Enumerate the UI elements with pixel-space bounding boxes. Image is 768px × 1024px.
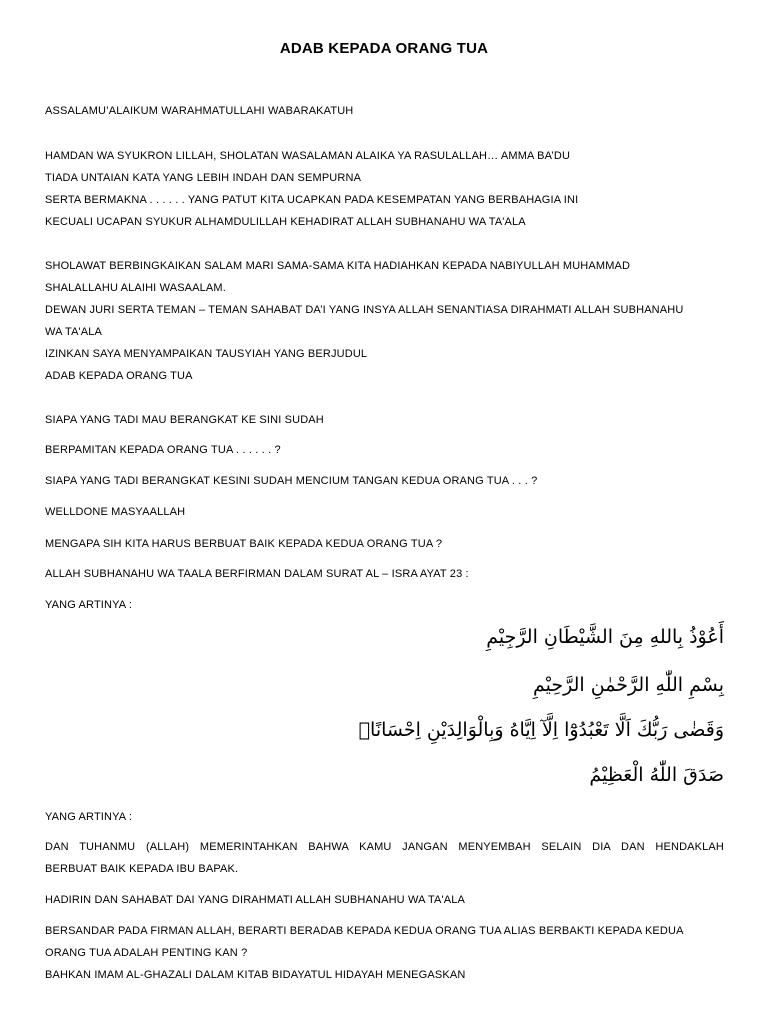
text-line: ADAB KEPADA ORANG TUA (45, 370, 193, 382)
text-line: HAMDAN WA SYUKRON LILLAH, SHOLATAN WASALAMAN ALAIKA YA RASULALLAH… AMMA BA’DU (45, 150, 571, 162)
translation-line: DAN TUHANMU (ALLAH) MEMERINTAHKAN BAHWA KAMU JANGAN MENYEMBAH SELAIN DIA DAN HENDAKLAH (45, 841, 724, 853)
greeting-line: ASSALAMU’ALAIKUM WARAHMATULLAHI WABARAKATUH (45, 105, 354, 117)
text-line: KECUALI UCAPAN SYUKUR ALHAMDULILLAH KEHADIRAT ALLAH SUBHANAHU WA TA'ALA (45, 216, 526, 228)
text-line: YANG ARTINYA : (45, 811, 133, 823)
text-line: IZINKAN SAYA MENYAMPAIKAN TAUSYIAH YANG BERJUDUL (45, 348, 368, 360)
text-line: SIAPA YANG TADI MAU BERANGKAT KE SINI SUDAH (45, 414, 324, 426)
text-line: WA TA'ALA (45, 326, 103, 338)
translation-line: BERBUAT BAIK KEPADA IBU BAPAK. (45, 863, 239, 875)
text-line: SHALALLAHU ALAIHI WASAALAM. (45, 282, 226, 294)
text-line: SERTA BERMAKNA . . . . . . YANG PATUT KITA UCAPKAN PADA KESEMPATAN YANG BERBAHAGIA INI (45, 194, 579, 206)
text-line: SIAPA YANG TADI BERANGKAT KESINI SUDAH MENCIUM TANGAN KEDUA ORANG TUA . . . ? (45, 475, 538, 487)
text-line: MENGAPA SIH KITA HARUS BERBUAT BAIK KEPADA KEDUA ORANG TUA ? (45, 538, 443, 550)
text-line: BERPAMITAN KEPADA ORANG TUA . . . . . . ? (45, 444, 281, 456)
text-line: ALLAH SUBHANAHU WA TAALA BERFIRMAN DALAM SURAT AL – ISRA AYAT 23 : (45, 568, 469, 580)
text-line: HADIRIN DAN SAHABAT DAI YANG DIRAHMATI ALLAH SUBHANAHU WA TA'ALA (45, 894, 466, 906)
text-line: DEWAN JURI SERTA TEMAN – TEMAN SAHABAT DA’I YANG INSYA ALLAH SENANTIASA DIRAHMATI ALLAH SUBHANAHU (45, 304, 684, 316)
arabic-verse: وَقَضٰى رَبُّكَ اَلَّا تَعْبُدُوْٓا اِلَّآ اِيَّاهُ وَبِالْوَالِدَيْنِ اِحْسَانًاۗ (358, 719, 724, 741)
text-line: YANG ARTINYA : (45, 599, 133, 611)
document-title: ADAB KEPADA ORANG TUA (279, 40, 489, 57)
text-line: BAHKAN IMAM AL-GHAZALI DALAM KITAB BIDAYATUL HIDAYAH MENEGASKAN (45, 969, 466, 981)
text-line: ORANG TUA ADALAH PENTING KAN ? (45, 947, 248, 959)
arabic-closing: صَدَقَ اللّٰهُ الْعَظِيْمُ (589, 764, 724, 786)
text-line: SHOLAWAT BERBINGKAIKAN SALAM MARI SAMA-SAMA KITA HADIAHKAN KEPADA NABIYULLAH MUHAMMAD (45, 260, 631, 272)
arabic-taawudz: أَعُوْذُ بِاللهِ مِنَ الشَّيْطَانِ الرَّجِيْمِ (486, 626, 724, 648)
text-line: WELLDONE MASYAALLAH (45, 506, 186, 518)
arabic-basmalah: بِسْمِ اللّٰهِ الرَّحْمٰنِ الرَّحِيْمِ (533, 674, 724, 696)
text-line: TIADA UNTAIAN KATA YANG LEBIH INDAH DAN SEMPURNA (45, 172, 362, 184)
text-line: BERSANDAR PADA FIRMAN ALLAH, BERARTI BERADAB KEPADA KEDUA ORANG TUA ALIAS BERBAKTI KEPADA KEDUA (45, 925, 684, 937)
